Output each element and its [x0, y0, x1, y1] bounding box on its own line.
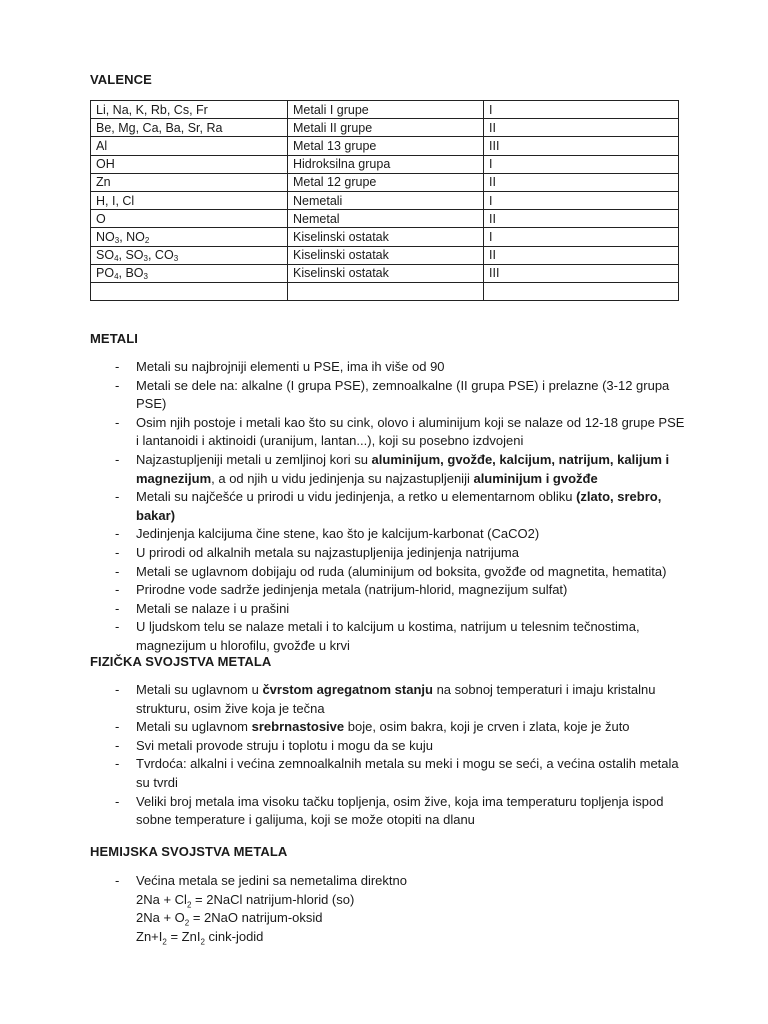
- table-row: [91, 101, 679, 119]
- element-cell: O: [91, 210, 288, 228]
- list-item: - Jedinjenja kalcijuma čine stene, kao što je kalcijum-karbonat (CaCO2): [90, 525, 690, 544]
- table-row: [91, 191, 679, 209]
- list-item: [90, 872, 690, 946]
- group-cell: Kiselinski ostatak: [288, 228, 484, 246]
- valence-cell: I: [484, 155, 679, 173]
- list-item: - Osim njih postoje i metali kao što su cink, olovo i aluminijum koji se nalaze od 12-18 grupe PSE i lantanoidi i aktinoidi (uranijum, lantan...), koji su posebno izdvojeni: [90, 414, 690, 451]
- list-item: - U ljudskom telu se nalaze metali i to kalcijum u kostima, natrijum u telesnim tečnostima, magnezijum u hlorofilu, gvožđe u krvi: [90, 618, 690, 655]
- valence-cell: II: [484, 173, 679, 191]
- group-cell: Nemetal: [288, 210, 484, 228]
- group-cell: Hidroksilna grupa: [288, 155, 484, 173]
- group-cell: Metal 12 grupe: [288, 173, 484, 191]
- metali-list: [90, 358, 690, 656]
- element-cell: Al: [91, 137, 288, 155]
- list-item: - Metali se nalaze i u prašini: [90, 600, 690, 619]
- table-row: [91, 228, 679, 246]
- valence-cell: [484, 282, 679, 300]
- list-item: - Metali se uglavnom dobijaju od ruda (aluminijum od boksita, gvožđe od magnetita, hematita): [90, 563, 690, 582]
- group-cell: Nemetali: [288, 191, 484, 209]
- fizicka-list: [90, 681, 690, 830]
- list-item-bold-elementary: - Metali su najčešće u prirodi u vidu jedinjenja, a retko u elementarnom obliku (zlato, srebro, bakar): [90, 488, 690, 525]
- equation-nao: $2Na + O_2 = 2NaO$ natrijum-oksid: [136, 910, 323, 928]
- element-cell: OH: [91, 155, 288, 173]
- group-cell: Metali I grupe: [288, 101, 484, 119]
- list-item: - Tvrdoća: alkalni i većina zemnoalkalnih metala su meki i mogu se seći, a većina ostalih metala su tvrdi: [90, 755, 690, 792]
- equation-zni2: $Zn+I_2 = ZnI_2$ cink-jodid: [136, 928, 264, 947]
- list-item: - Metali se dele na: alkalne (I grupa PSE), zemnoalkalne (II grupa PSE) i prelazne (3-12 grupa PSE): [90, 377, 690, 414]
- list-item: - Svi metali provode struju i toplotu i mogu da se kuju: [90, 737, 690, 756]
- element-cell: Zn: [91, 173, 288, 191]
- group-cell: Metali II grupe: [288, 119, 484, 137]
- element-cell: [91, 282, 288, 300]
- metali-heading: METALI: [90, 331, 139, 346]
- list-item: - Prirodne vode sadrže jedinjenja metala (natrijum-hlorid, magnezijum sulfat): [90, 581, 690, 600]
- group-cell: Metal 13 grupe: [288, 137, 484, 155]
- valence-cell: I: [484, 101, 679, 119]
- hemijska-list: [90, 872, 690, 946]
- list-item: - Veliki broj metala ima visoku tačku topljenja, osim žive, koja ima temperaturu topljenja ispod sobne temperature i galijuma, koji se može otopiti na dlanu: [90, 793, 690, 830]
- valence-cell: II: [484, 119, 679, 137]
- valence-cell: I: [484, 228, 679, 246]
- valence-cell: II: [484, 246, 679, 264]
- fizicka-heading: FIZIČKA SVOJSTVA METALA: [90, 654, 272, 669]
- equation-nacl: $2Na + Cl_2$ = 2NaCl natrijum-hlorid (so): [136, 891, 355, 910]
- element-cell: Be, Mg, Ca, Ba, Sr, Ra: [91, 119, 288, 137]
- group-cell: Kiselinski ostatak: [288, 264, 484, 282]
- valence-cell: III: [484, 137, 679, 155]
- table-row: [91, 264, 679, 282]
- list-item: - Metali su najbrojniji elementi u PSE, ima ih više od 90: [90, 358, 690, 377]
- group-cell: [288, 282, 484, 300]
- table-row: [91, 155, 679, 173]
- valence-cell: III: [484, 264, 679, 282]
- element-cell: $NO_3$, $NO_2$: [91, 228, 288, 246]
- list-item: - U prirodi od alkalnih metala su najzastupljenija jedinjenja natrijuma: [90, 544, 690, 563]
- valence-cell: I: [484, 191, 679, 209]
- valence-heading: VALENCE: [90, 72, 152, 87]
- table-row: [91, 246, 679, 264]
- table-row: [91, 137, 679, 155]
- table-row: [91, 119, 679, 137]
- hemijska-intro: - Većina metala se jedini sa nemetalima direktno: [136, 873, 407, 888]
- element-cell: $PO_4$, $BO_3$: [91, 264, 288, 282]
- list-item-bold-state: - Metali su uglavnom u čvrstom agregatnom stanju na sobnoj temperaturi i imaju kristalnu strukturu, osim žive koja je tečna: [90, 681, 690, 718]
- group-cell: Kiselinski ostatak: [288, 246, 484, 264]
- valence-table: [90, 100, 679, 301]
- table-row: [91, 282, 679, 300]
- valence-cell: II: [484, 210, 679, 228]
- element-cell: $SO_4$, $SO_3$, $CO_3$: [91, 246, 288, 264]
- element-cell: Li, Na, K, Rb, Cs, Fr: [91, 101, 288, 119]
- list-item-bold-metals: - Najzastupljeniji metali u zemljinoj kori su aluminijum, gvožđe, kalcijum, natrijum, kalijum i magnezijum, a od njih u vidu jedinjenja su najzastupljeniji aluminijum i gvožđe: [90, 451, 690, 488]
- list-item-bold-color: - Metali su uglavnom srebrnastosive boje, osim bakra, koji je crven i zlata, koje je žuto: [90, 718, 690, 737]
- hemijska-heading: HEMIJSKA SVOJSTVA METALA: [90, 844, 288, 859]
- table-row: [91, 173, 679, 191]
- table-row: [91, 210, 679, 228]
- element-cell: H, I, Cl: [91, 191, 288, 209]
